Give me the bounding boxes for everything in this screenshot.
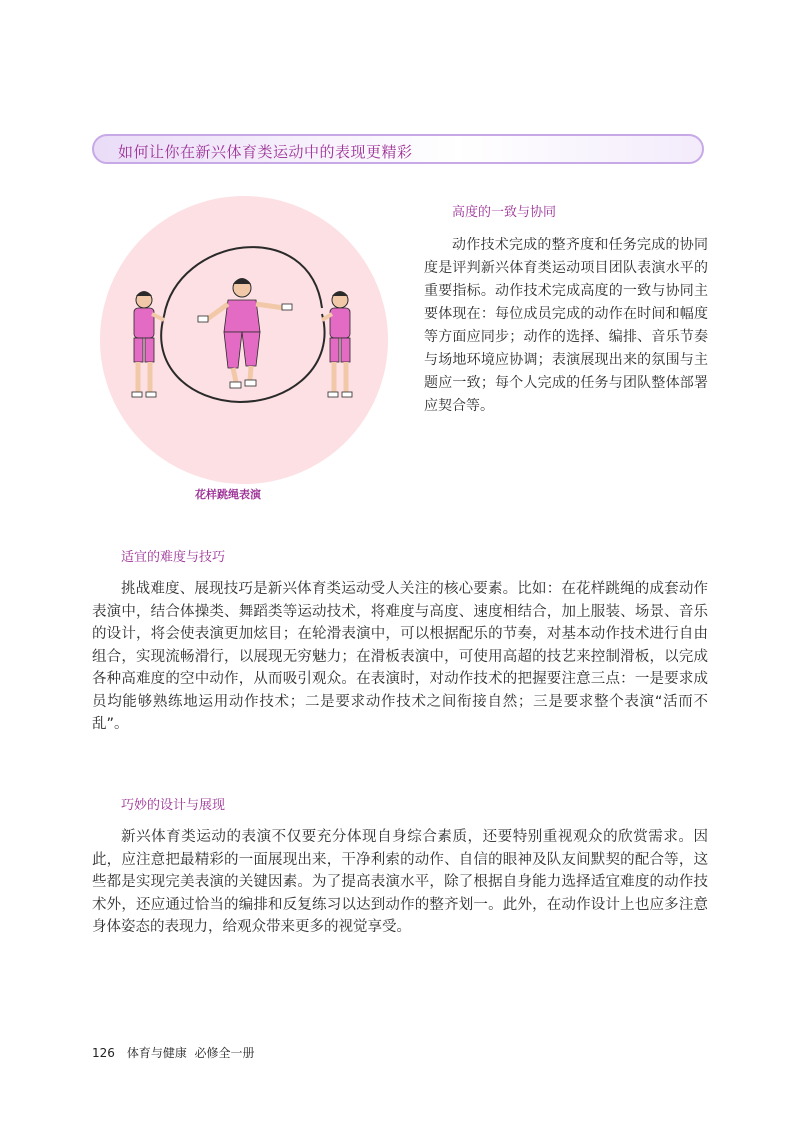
figure-caption: 花样跳绳表演	[195, 488, 261, 501]
section-title-difficulty: 适宜的难度与技巧	[121, 550, 226, 565]
rope-skipping-figure	[100, 196, 388, 484]
section-text-difficulty: 挑战难度、展现技巧是新兴体育类运动受人关注的核心要素。比如：在花样跳绳的成套动作表演中，结合体操类、舞蹈类等运动技术，将难度与高度、速度相结合，加上服装、场景、音乐的设计，将会使表演更加炫目；在轮滑表演中，可以根据配乐的节奏，对基本动作技术进行自由组合，实现流畅滑行，以展现无穷魅力；在滑板表演中，可使用高超的技艺来控制滑板，以完成各种高难度的空中动作，从而吸引观众。在表演时，对动作技术的把握要注意三点：一是要求成员均能够熟练地运用动作技术；二是要求动作技术之间衔接自然；三是要求整个表演“活而不乱”。	[92, 581, 708, 732]
section-title-design: 巧妙的设计与展现	[121, 798, 226, 813]
page-footer	[92, 1044, 255, 1061]
page-number: 126	[92, 1046, 115, 1060]
book-title: 体育与健康 必修全一册	[126, 1046, 255, 1060]
section-text-consistency: 动作技术完成的整齐度和任务完成的协同度是评判新兴体育类运动项目团队表演水平的重要指标。动作技术完成高度的一致与协同主要体现在：每位成员完成的动作在时间和幅度等方面应同步；动作的选择、编排、音乐节奏与场地环境应协调；表演展现出来的氛围与主题应一致；每个人完成的任务与团队整体部署应契合等。	[424, 237, 708, 414]
banner-title: 如何让你在新兴体育类运动中的表现更精彩	[118, 143, 413, 161]
section-banner	[92, 134, 704, 164]
section-title-consistency: 高度的一致与协同	[452, 205, 557, 220]
section-text-design: 新兴体育类运动的表演不仅要充分体现自身综合素质，还要特别重视观众的欣赏需求。因此，应注意把最精彩的一面展现出来，干净利索的动作、自信的眼神及队友间默契的配合等，这些都是实现完美表演的关键因素。为了提高表演水平，除了根据自身能力选择适宜难度的动作技术外，还应通过恰当的编排和反复练习以达到动作的整齐划一。此外，在动作设计上也应多注意身体姿态的表现力，给观众带来更多的视觉享受。	[92, 829, 708, 935]
rope-skipping-illustration	[100, 196, 388, 484]
